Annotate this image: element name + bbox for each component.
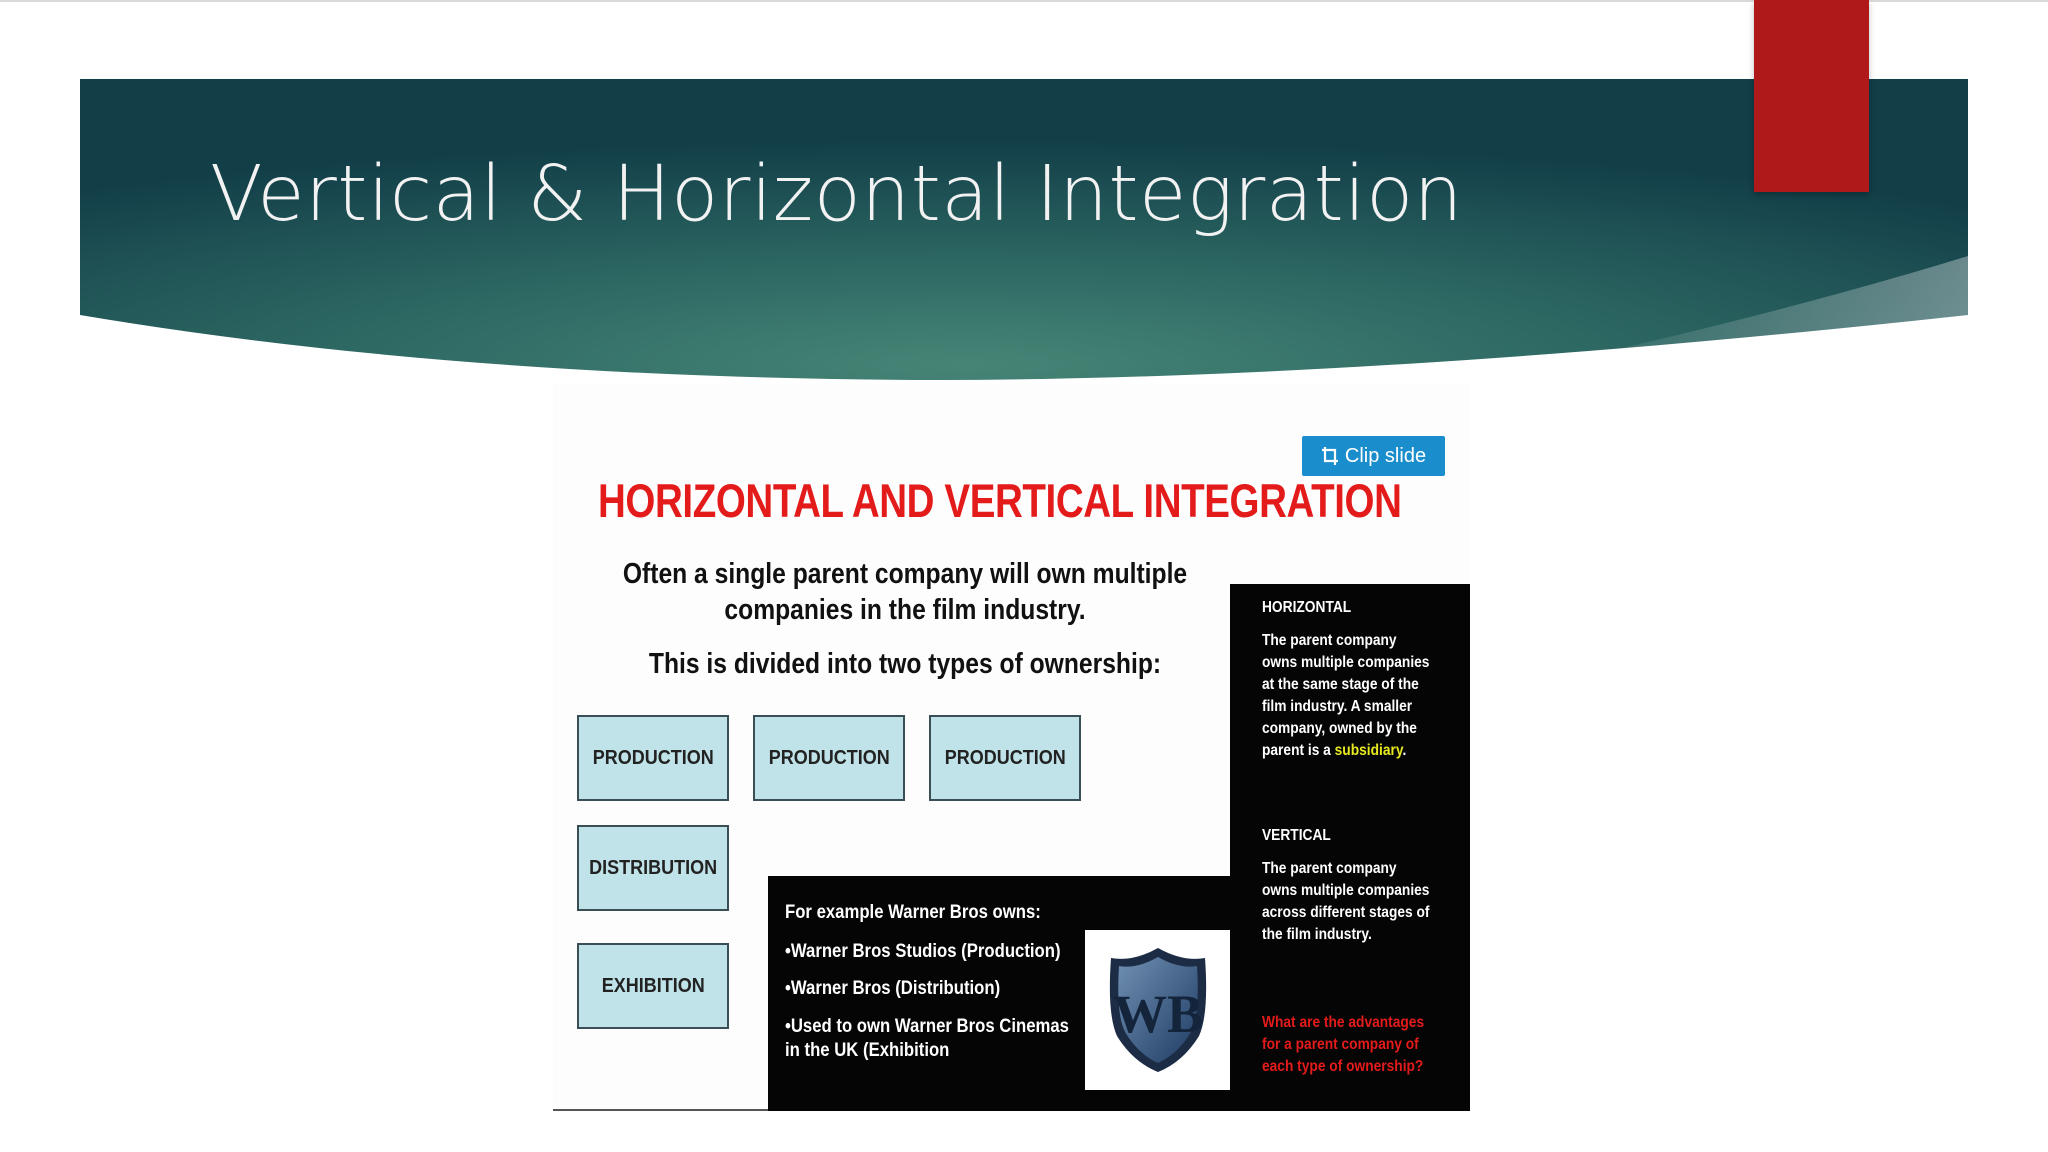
- intro-line-2: companies in the film industry.: [724, 594, 1086, 626]
- clip-slide-label: Clip slide: [1344, 444, 1427, 467]
- wb-logo-letters: WB: [1112, 984, 1203, 1044]
- slide-baseline: [553, 1109, 768, 1111]
- slide-title: Vertical & Horizontal Integration: [210, 150, 1463, 239]
- horizontal-heading: HORIZONTAL: [1262, 599, 1352, 616]
- subsidiary-term: subsidiary: [1334, 742, 1403, 759]
- vertical-heading: VERTICAL: [1262, 827, 1331, 844]
- ownership-types-text: This is divided into two types of ownership:: [648, 648, 1162, 680]
- accent-tab: [1754, 0, 1869, 192]
- wb-shield-icon: [1103, 944, 1213, 1076]
- vertical-definition: The parent company owns multiple companies across different stages of the film industry.: [1262, 860, 1430, 943]
- example-item-3: •Used to own Warner Bros Cinemas: [785, 1016, 1069, 1037]
- intro-line-1: Often a single parent company will own multiple: [622, 558, 1188, 590]
- top-border: [0, 0, 2048, 2]
- distribution-box: DISTRIBUTION: [577, 825, 729, 911]
- clip-icon: [1321, 446, 1339, 466]
- example-item-1: •Warner Bros Studios (Production): [785, 941, 1061, 962]
- production-box-1: PRODUCTION: [577, 715, 729, 801]
- warner-bros-logo: [1085, 930, 1230, 1090]
- production-box-3: PRODUCTION: [929, 715, 1081, 801]
- example-item-2: •Warner Bros (Distribution): [785, 978, 1001, 999]
- question-text: What are the advantages for a parent company of each type of ownership?: [1262, 1014, 1425, 1075]
- example-intro: For example Warner Bros owns:: [785, 902, 1041, 923]
- exhibition-box: EXHIBITION: [577, 943, 729, 1029]
- horizontal-definition: The parent company owns multiple companies at the same stage of the film industry. A smaller company, owned by the parent is a subsidiary.: [1262, 632, 1430, 759]
- intro-text: [612, 556, 1199, 628]
- clip-slide-button[interactable]: [1302, 436, 1445, 476]
- production-box-2: PRODUCTION: [753, 715, 905, 801]
- example-item-4: in the UK (Exhibition: [785, 1040, 950, 1061]
- embedded-title: HORIZONTAL AND VERTICAL INTEGRATION: [598, 474, 1402, 527]
